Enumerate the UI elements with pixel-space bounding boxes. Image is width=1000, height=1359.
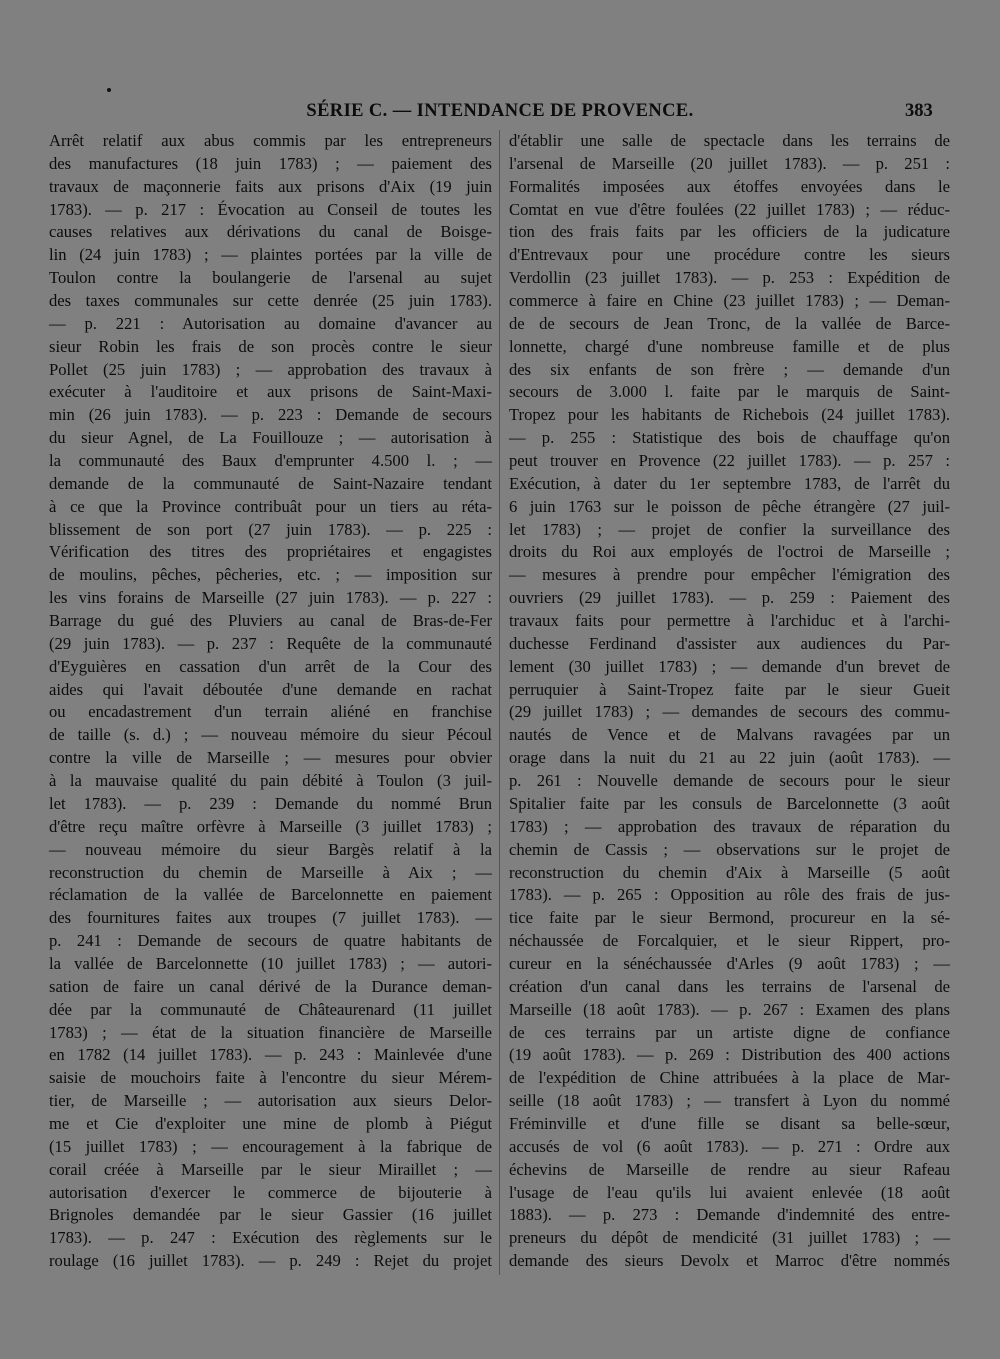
text-line: à la mauvaise qualité du pain débité à Toulon (3 juil- xyxy=(49,771,492,791)
text-line: tier, de Marseille ; — autorisation aux sieurs Delor- xyxy=(49,1091,492,1111)
text-line: demande de la communauté de Saint-Nazaire tendant xyxy=(49,473,492,493)
text-line: let 1783). — p. 239 : Demande du nommé Brun xyxy=(49,793,492,813)
text-line: perruquier à Saint-Tropez faite par le sieur Gueit xyxy=(509,679,950,699)
text-line: 1783) ; — approbation des travaux de réparation du xyxy=(509,816,950,836)
text-line: ou encadastrement d'un terrain aliéné en franchise xyxy=(49,702,492,722)
text-line: 1783) ; — état de la situation financière de Marseille xyxy=(49,1022,492,1042)
text-line: 1783). — p. 265 : Opposition au rôle des frais de jus- xyxy=(509,885,950,905)
text-line: (15 juillet 1783) ; — encouragement à la fabrique de xyxy=(49,1136,492,1156)
text-line: p. 261 : Nouvelle demande de secours pour le sieur xyxy=(509,771,950,791)
text-line: des six enfants de son frère ; — demande d'un xyxy=(509,359,950,379)
text-line: des fournitures faites aux troupes (7 juillet 1783). — xyxy=(49,908,492,928)
text-line: la vallée de Barcelonnette (10 juillet 1783) ; — autori- xyxy=(49,953,492,973)
text-line: (19 août 1783). — p. 269 : Distribution des 400 actions xyxy=(509,1045,950,1065)
text-line: Comtat en vue d'être foulées (22 juillet 1783) ; — réduc- xyxy=(509,199,950,219)
text-line: — p. 221 : Autorisation au domaine d'avancer au xyxy=(49,313,492,333)
text-line: secours de 3.000 l. faite par le marquis de Saint- xyxy=(509,382,950,402)
text-line: Verdollin (23 juillet 1783). — p. 253 : Expédition de xyxy=(509,268,950,288)
ink-speck xyxy=(107,88,111,92)
text-line: 6 juin 1763 sur le poisson de pêche étrangère (27 juil- xyxy=(509,496,950,516)
text-line: Formalités imposées aux étoffes envoyées dans le xyxy=(509,176,950,196)
text-line: échevins de Marseille de rendre au sieur Rafeau xyxy=(509,1159,950,1179)
text-line: droits du Roi aux employés de l'octroi de Marseille ; xyxy=(509,542,950,562)
text-line: de taille (s. d.) ; — nouveau mémoire du sieur Pécoul xyxy=(49,725,492,745)
text-line: me et Cie d'exploiter une mine de plomb à Piégut xyxy=(49,1113,492,1133)
text-line: à ce que la Province contribuât pour un tiers au réta- xyxy=(49,496,492,516)
left-column xyxy=(49,130,492,1273)
text-line: reconstruction du chemin de Marseille à Aix ; — xyxy=(49,862,492,882)
page-number: 383 xyxy=(905,101,933,121)
text-line: d'être reçu maître orfèvre à Marseille (3 juillet 1783) ; xyxy=(49,816,492,836)
text-line: Barrage du gué des Pluviers au canal de Bras-de-Fer xyxy=(49,611,492,631)
text-line: let 1783) ; — projet de confier la surveillance des xyxy=(509,519,950,539)
text-line: la communauté des Baux d'emprunter 4.500 l. ; — xyxy=(49,451,492,471)
text-line: saisie de mouchoirs faite à l'encontre du sieur Mérem- xyxy=(49,1068,492,1088)
text-line: du sieur Agnel, de La Fouillouze ; — autorisation à xyxy=(49,428,492,448)
text-line: Vérification des titres des propriétaires et engagistes xyxy=(49,542,492,562)
text-line: de ces terrains par un artiste digne de confiance xyxy=(509,1022,950,1042)
text-line: 1783). — p. 217 : Évocation au Conseil de toutes les xyxy=(49,199,492,219)
text-line: ouvriers (29 juillet 1783). — p. 259 : Paiement des xyxy=(509,588,950,608)
text-line: nautés de Vence et de Malvans ravagées par un xyxy=(509,725,950,745)
text-line: p. 241 : Demande de secours de quatre habitants de xyxy=(49,931,492,951)
text-line: preneurs du dépôt de mendicité (31 juillet 1783) ; — xyxy=(509,1228,950,1248)
text-line: (29 juillet 1783) ; — demandes de secours des commu- xyxy=(509,702,950,722)
text-line: travaux faits pour permettre à l'archiduc et à l'archi- xyxy=(509,611,950,631)
text-line: chemin de Cassis ; — observations sur le projet de xyxy=(509,839,950,859)
text-line: 1783). — p. 247 : Exécution des règlements sur le xyxy=(49,1228,492,1248)
text-line: dée par la communauté de Châteaurenard (11 juillet xyxy=(49,999,492,1019)
text-line: tice faite par le sieur Bermond, procureur en la sé- xyxy=(509,908,950,928)
text-line: — mesures à prendre pour empêcher l'émigration des xyxy=(509,565,950,585)
text-line: de de secours de Jean Tronc, de la vallée de Barce- xyxy=(509,313,950,333)
text-line: Toulon contre la boulangerie de l'arsenal au sujet xyxy=(49,268,492,288)
text-line: reconstruction du chemin d'Aix à Marseille (5 août xyxy=(509,862,950,882)
text-line: duchesse Ferdinand d'assister aux audiences du Par- xyxy=(509,633,950,653)
text-line: (29 juin 1783). — p. 237 : Requête de la communauté xyxy=(49,633,492,653)
text-line: peut trouver en Provence (22 juillet 1783). — p. 257 : xyxy=(509,451,950,471)
text-line: Exécution, à dater du 1er septembre 1783, de l'arrêt du xyxy=(509,473,950,493)
text-line: création d'un canal dans les terrains de l'arsenal de xyxy=(509,976,950,996)
text-line: lin (24 juin 1783) ; — plaintes portées par la ville de xyxy=(49,245,492,265)
text-line: de l'expédition de Chine attribuées à la place de Mar- xyxy=(509,1068,950,1088)
text-line: en 1782 (14 juillet 1783). — p. 243 : Mainlevée d'une xyxy=(49,1045,492,1065)
text-line: d'Eyguières en cassation d'un arrêt de la Cour des xyxy=(49,656,492,676)
text-line: cureur en la sénéchaussée d'Arles (9 août 1783) ; — xyxy=(509,953,950,973)
text-line: accusés de vol (6 août 1783). — p. 271 : Ordre aux xyxy=(509,1136,950,1156)
right-column xyxy=(509,130,950,1273)
text-line: commerce à faire en Chine (23 juillet 1783) ; — Deman- xyxy=(509,291,950,311)
text-line: néchaussée de Forcalquier, et le sieur Rippert, pro- xyxy=(509,931,950,951)
text-line: contre la ville de Marseille ; — mesures pour obvier xyxy=(49,748,492,768)
text-line: blissement de son port (27 juin 1783). — p. 225 : xyxy=(49,519,492,539)
text-line: des taxes communales sur cette denrée (25 juin 1783). xyxy=(49,291,492,311)
text-line: min (26 juin 1783). — p. 223 : Demande de secours xyxy=(49,405,492,425)
text-line: l'usage de l'eau qu'ils lui avaient enlevée (18 août xyxy=(509,1182,950,1202)
running-title: SÉRIE C. — INTENDANCE DE PROVENCE. xyxy=(306,101,694,121)
text-line: Brignoles demandée par le sieur Gassier (16 juillet xyxy=(49,1205,492,1225)
text-line: causes relatives aux dérivations du canal de Boisge- xyxy=(49,222,492,242)
text-line: lonnette, chargé d'une nombreuse famille et de plus xyxy=(509,336,950,356)
page-header xyxy=(0,101,1000,129)
text-line: exécuter à l'auditoire et aux prisons de Saint-Maxi- xyxy=(49,382,492,402)
text-line: aides qui l'avait déboutée d'une demande en rachat xyxy=(49,679,492,699)
text-line: travaux de maçonnerie faits aux prisons d'Aix (19 juin xyxy=(49,176,492,196)
text-line: — nouveau mémoire du sieur Bargès relatif à la xyxy=(49,839,492,859)
text-line: d'Entrevaux pour une procédure contre les sieurs xyxy=(509,245,950,265)
column-divider xyxy=(499,130,500,1275)
text-line: seille (18 août 1783) ; — transfert à Lyon du nommé xyxy=(509,1091,950,1111)
text-line: 1883). — p. 273 : Demande d'indemnité des entre- xyxy=(509,1205,950,1225)
text-line: corail créée à Marseille par le sieur Miraillet ; — xyxy=(49,1159,492,1179)
text-line: Fréminville et d'une fille se disant sa belle-sœur, xyxy=(509,1113,950,1133)
text-line: — p. 255 : Statistique des bois de chauffage qu'on xyxy=(509,428,950,448)
text-line: Tropez pour les habitants de Richebois (24 juillet 1783). xyxy=(509,405,950,425)
text-line: réclamation de la vallée de Barcelonnette en paiement xyxy=(49,885,492,905)
text-line: Arrêt relatif aux abus commis par les entrepreneurs xyxy=(49,131,492,150)
text-line: tion des frais faits par les officiers de la judicature xyxy=(509,222,950,242)
text-line: demande des sieurs Devolx et Marroc d'être nommés xyxy=(509,1251,950,1271)
text-line: autorisation d'exercer le commerce de bijouterie à xyxy=(49,1182,492,1202)
text-line: d'établir une salle de spectacle dans les terrains de xyxy=(509,131,950,150)
text-line: l'arsenal de Marseille (20 juillet 1783). — p. 251 : xyxy=(509,153,950,173)
text-line: de moulins, pêches, pêcheries, etc. ; — imposition sur xyxy=(49,565,492,585)
text-line: roulage (16 juillet 1783). — p. 249 : Rejet du projet xyxy=(49,1251,492,1271)
text-line: Pollet (25 juin 1783) ; — approbation des travaux à xyxy=(49,359,492,379)
text-line: sieur Robin les frais de son procès contre le sieur xyxy=(49,336,492,356)
text-line: des manufactures (18 juin 1783) ; — paiement des xyxy=(49,153,492,173)
text-line: Spitalier faite par les consuls de Barcelonnette (3 août xyxy=(509,793,950,813)
text-line: sation de faire un canal dérivé de la Durance deman- xyxy=(49,976,492,996)
text-line: orage dans la nuit du 21 au 22 juin (août 1783). — xyxy=(509,748,950,768)
text-line: les vins forains de Marseille (27 juin 1783). — p. 227 : xyxy=(49,588,492,608)
text-line: lement (30 juillet 1783) ; — demande d'un brevet de xyxy=(509,656,950,676)
text-line: Marseille (18 août 1783). — p. 267 : Examen des plans xyxy=(509,999,950,1019)
